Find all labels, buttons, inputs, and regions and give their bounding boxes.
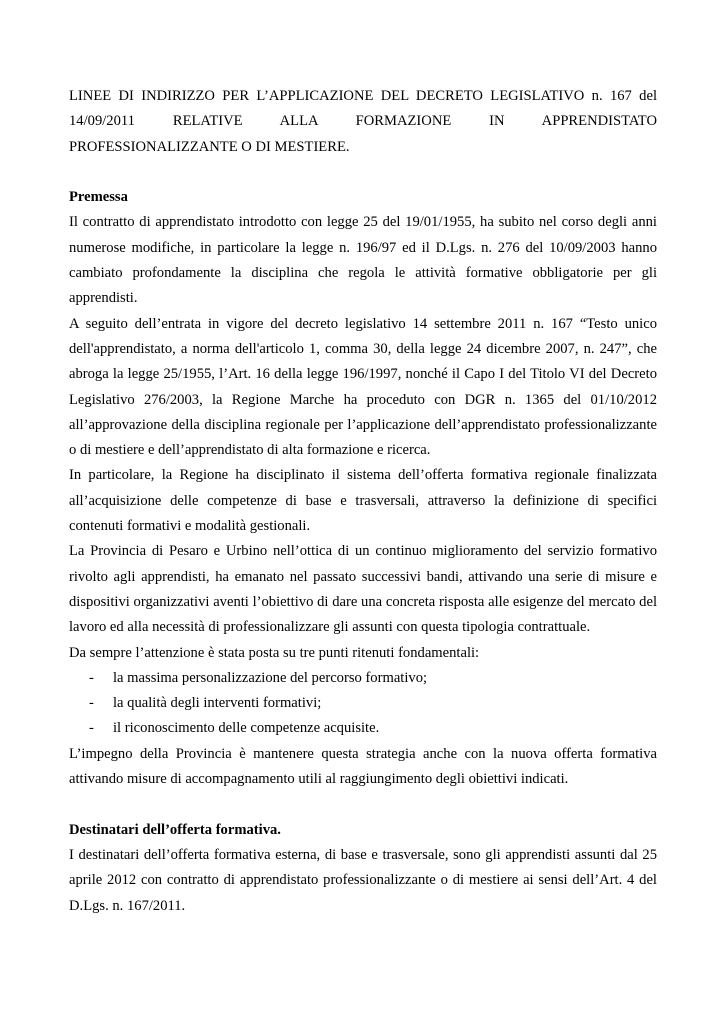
bullet-dash: - (89, 720, 94, 737)
section-heading-premessa: Premessa (69, 189, 128, 206)
document-page (69, 84, 657, 919)
paragraph: L’impegno della Provincia è mantenere questa strategia anche con la nuova offerta formativa attivando misure di accompagnamento utili al raggiungimento degli obiettivi indicati. (69, 745, 657, 788)
paragraph: I destinatari dell’offerta formativa esterna, di base e trasversale, sono gli apprendisti assunti dal 25 aprile 2012 con contratto di apprendistato professionalizzante o di mestiere ai sensi dell’Art. 4 del D.Lgs. n. 167/2011. (69, 846, 657, 914)
bullet-dash: - (89, 669, 94, 686)
title-line-2: 14/09/2011 RELATIVE ALLA FORMAZIONE IN APPRENDISTATO (69, 113, 657, 130)
title-line-3: PROFESSIONALIZZANTE O DI MESTIERE. (69, 138, 350, 155)
title-line-1: LINEE DI INDIRIZZO PER L’APPLICAZIONE DEL DECRETO LEGISLATIVO n. 167 del (69, 88, 657, 104)
paragraph: In particolare, la Regione ha disciplinato il sistema dell’offerta formativa regionale finalizzata all’acquisizione delle competenze di base e trasversali, attraverso la definizione di specifici contenuti formativi e modalità gestionali. (69, 467, 657, 535)
document-title (69, 84, 657, 160)
list-item-text: la massima personalizzazione del percorso formativo; (113, 669, 428, 686)
paragraph: Il contratto di apprendistato introdotto con legge 25 del 19/01/1955, ha subito nel corso degli anni numerose modifiche, in particolare la legge n. 196/97 ed il D.Lgs. n. 276 del 10/09/2003 hanno cambiato profondamente la disciplina che regola le attività formative obbligatorie per gli apprendisti. (69, 214, 657, 307)
bullet-list (69, 666, 657, 742)
list-item-text: la qualità degli interventi formativi; (113, 695, 322, 712)
spacer (69, 792, 657, 817)
spacer (69, 160, 657, 185)
paragraph: A seguito dell’entrata in vigore del decreto legislativo 14 settembre 2011 n. 167 “Testo unico dell'apprendistato, a norma dell'articolo 1, comma 30, della legge 24 dicembre 2007, n. 247”, che abroga la legge 25/1955, l’Art. 16 della legge 196/1997, nonché il Capo I del Titolo VI del Decreto Legislativo 276/2003, la Regione Marche ha proceduto con DGR n. 1365 del 01/10/2012 all’approvazione della disciplina regionale per l’applicazione dell’apprendistato professionalizzante o di mestiere e dell’apprendistato di alta formazione e ricerca. (69, 315, 657, 459)
list-item (69, 666, 657, 691)
bullet-dash: - (89, 695, 94, 712)
list-item (69, 691, 657, 716)
paragraph: Da sempre l’attenzione è stata posta su tre punti ritenuti fondamentali: (69, 644, 480, 661)
section-heading-destinatari: Destinatari dell’offerta formativa. (69, 821, 281, 838)
paragraph: La Provincia di Pesaro e Urbino nell’ottica di un continuo miglioramento del servizio formativo rivolto agli apprendisti, ha emanato nel passato successivi bandi, attivando una serie di misure e dispositivi organizzativi aventi l’obiettivo di dare una concreta risposta alle esigenze del mercato del lavoro ed alla necessità di professionalizzare gli assunti con questa tipologia contrattuale. (69, 543, 657, 636)
list-item-text: il riconoscimento delle competenze acquisite. (113, 720, 380, 737)
list-item (69, 716, 657, 741)
